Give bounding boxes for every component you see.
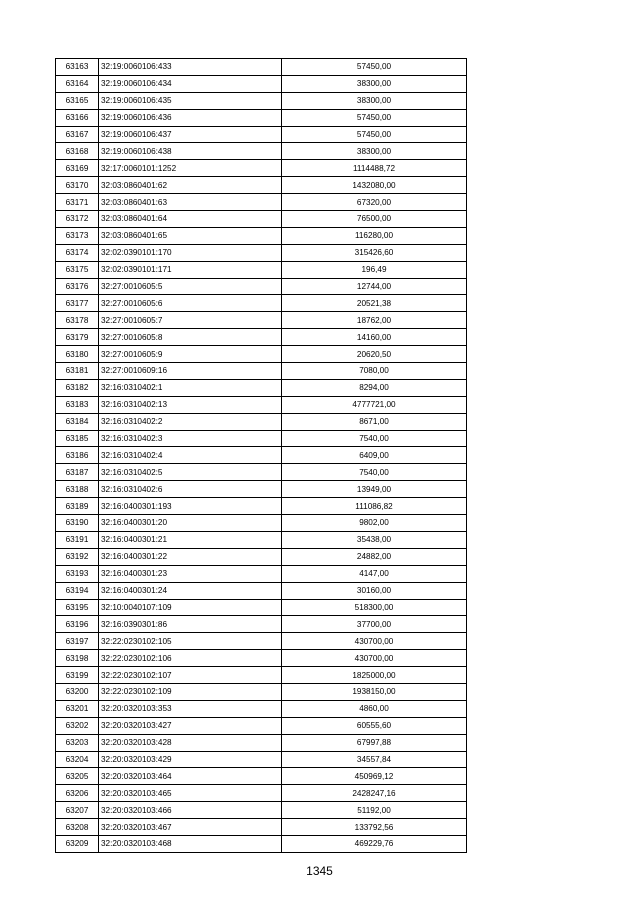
table-row (56, 278, 467, 295)
table-row (56, 59, 467, 76)
cadastral-value-cell: 38300,00 (282, 92, 467, 109)
cadastral-number-cell: 32:19:0060106:437 (99, 126, 282, 143)
row-number-cell: 63192 (56, 548, 99, 565)
cadastral-value-cell: 4860,00 (282, 700, 467, 717)
cadastral-number-cell: 32:20:0320103:465 (99, 785, 282, 802)
table-row (56, 396, 467, 413)
table-row (56, 329, 467, 346)
cadastral-value-cell: 2428247,16 (282, 785, 467, 802)
cadastral-number-cell: 32:20:0320103:428 (99, 734, 282, 751)
table-row (56, 244, 467, 261)
cadastral-number-cell: 32:19:0060106:433 (99, 59, 282, 76)
cadastral-value-cell: 76500,00 (282, 211, 467, 228)
cadastral-value-table (55, 58, 467, 853)
row-number-cell: 63189 (56, 498, 99, 515)
table-row (56, 515, 467, 532)
row-number-cell: 63166 (56, 109, 99, 126)
cadastral-number-cell: 32:19:0060106:435 (99, 92, 282, 109)
row-number-cell: 63167 (56, 126, 99, 143)
row-number-cell: 63204 (56, 751, 99, 768)
cadastral-value-cell: 8671,00 (282, 413, 467, 430)
row-number-cell: 63182 (56, 379, 99, 396)
row-number-cell: 63195 (56, 599, 99, 616)
table-row (56, 92, 467, 109)
cadastral-number-cell: 32:16:0310402:4 (99, 447, 282, 464)
cadastral-value-cell: 4777721,00 (282, 396, 467, 413)
cadastral-value-cell: 1432080,00 (282, 177, 467, 194)
table-row (56, 768, 467, 785)
cadastral-number-cell: 32:19:0060106:434 (99, 75, 282, 92)
cadastral-value-cell: 6409,00 (282, 447, 467, 464)
row-number-cell: 63194 (56, 582, 99, 599)
cadastral-number-cell: 32:22:0230102:105 (99, 633, 282, 650)
table-row (56, 194, 467, 211)
row-number-cell: 63176 (56, 278, 99, 295)
cadastral-number-cell: 32:19:0060106:436 (99, 109, 282, 126)
table-row (56, 633, 467, 650)
cadastral-number-cell: 32:27:0010605:9 (99, 346, 282, 363)
table-row (56, 464, 467, 481)
table-row (56, 650, 467, 667)
table-row (56, 734, 467, 751)
cadastral-number-cell: 32:27:0010605:5 (99, 278, 282, 295)
cadastral-value-cell: 1114488,72 (282, 160, 467, 177)
cadastral-value-cell: 469229,76 (282, 835, 467, 852)
cadastral-number-cell: 32:10:0040107:109 (99, 599, 282, 616)
cadastral-number-cell: 32:22:0230102:107 (99, 667, 282, 684)
cadastral-value-cell: 12744,00 (282, 278, 467, 295)
cadastral-value-cell: 7540,00 (282, 430, 467, 447)
table-row (56, 295, 467, 312)
row-number-cell: 63168 (56, 143, 99, 160)
cadastral-number-cell: 32:20:0320103:353 (99, 700, 282, 717)
row-number-cell: 63188 (56, 481, 99, 498)
cadastral-number-cell: 32:20:0320103:467 (99, 819, 282, 836)
cadastral-number-cell: 32:27:0010605:7 (99, 312, 282, 329)
row-number-cell: 63186 (56, 447, 99, 464)
cadastral-number-cell: 32:20:0320103:468 (99, 835, 282, 852)
cadastral-number-cell: 32:02:0390101:171 (99, 261, 282, 278)
cadastral-number-cell: 32:03:0860401:63 (99, 194, 282, 211)
row-number-cell: 63190 (56, 515, 99, 532)
cadastral-number-cell: 32:03:0860401:65 (99, 227, 282, 244)
cadastral-number-cell: 32:27:0010609:16 (99, 363, 282, 380)
row-number-cell: 63177 (56, 295, 99, 312)
cadastral-number-cell: 32:16:0310402:13 (99, 396, 282, 413)
row-number-cell: 63163 (56, 59, 99, 76)
table-row (56, 802, 467, 819)
row-number-cell: 63173 (56, 227, 99, 244)
cadastral-number-cell: 32:20:0320103:429 (99, 751, 282, 768)
row-number-cell: 63202 (56, 717, 99, 734)
table-row (56, 126, 467, 143)
cadastral-value-cell: 34557,84 (282, 751, 467, 768)
cadastral-value-cell: 57450,00 (282, 126, 467, 143)
table-row (56, 447, 467, 464)
cadastral-value-cell: 38300,00 (282, 75, 467, 92)
cadastral-value-cell: 37700,00 (282, 616, 467, 633)
cadastral-value-cell: 450969,12 (282, 768, 467, 785)
row-number-cell: 63205 (56, 768, 99, 785)
cadastral-value-cell: 111086,82 (282, 498, 467, 515)
cadastral-number-cell: 32:19:0060106:438 (99, 143, 282, 160)
row-number-cell: 63165 (56, 92, 99, 109)
row-number-cell: 63203 (56, 734, 99, 751)
page-number: 1345 (306, 864, 333, 878)
cadastral-value-cell: 20521,38 (282, 295, 467, 312)
cadastral-value-cell: 14160,00 (282, 329, 467, 346)
cadastral-number-cell: 32:27:0010605:6 (99, 295, 282, 312)
cadastral-number-cell: 32:27:0010605:8 (99, 329, 282, 346)
cadastral-number-cell: 32:20:0320103:427 (99, 717, 282, 734)
cadastral-number-cell: 32:16:0310402:2 (99, 413, 282, 430)
row-number-cell: 63185 (56, 430, 99, 447)
row-number-cell: 63184 (56, 413, 99, 430)
table-row (56, 363, 467, 380)
cadastral-value-cell: 38300,00 (282, 143, 467, 160)
cadastral-number-cell: 32:16:0390301:86 (99, 616, 282, 633)
table-body (56, 59, 467, 853)
row-number-cell: 63181 (56, 363, 99, 380)
row-number-cell: 63200 (56, 683, 99, 700)
cadastral-number-cell: 32:02:0390101:170 (99, 244, 282, 261)
cadastral-value-cell: 13949,00 (282, 481, 467, 498)
cadastral-number-cell: 32:16:0400301:23 (99, 565, 282, 582)
row-number-cell: 63193 (56, 565, 99, 582)
cadastral-number-cell: 32:03:0860401:62 (99, 177, 282, 194)
row-number-cell: 63180 (56, 346, 99, 363)
table-row (56, 599, 467, 616)
cadastral-value-cell: 116280,00 (282, 227, 467, 244)
cadastral-number-cell: 32:17:0060101:1252 (99, 160, 282, 177)
cadastral-value-cell: 35438,00 (282, 531, 467, 548)
table-row (56, 548, 467, 565)
table-row (56, 261, 467, 278)
row-number-cell: 63169 (56, 160, 99, 177)
row-number-cell: 63198 (56, 650, 99, 667)
row-number-cell: 63171 (56, 194, 99, 211)
row-number-cell: 63209 (56, 835, 99, 852)
table-row (56, 700, 467, 717)
row-number-cell: 63183 (56, 396, 99, 413)
cadastral-value-cell: 18762,00 (282, 312, 467, 329)
table-row (56, 177, 467, 194)
cadastral-value-cell: 67320,00 (282, 194, 467, 211)
table-row (56, 211, 467, 228)
row-number-cell: 63206 (56, 785, 99, 802)
table-row (56, 227, 467, 244)
table-row (56, 582, 467, 599)
cadastral-value-cell: 7080,00 (282, 363, 467, 380)
table-row (56, 531, 467, 548)
table-row (56, 616, 467, 633)
row-number-cell: 63208 (56, 819, 99, 836)
cadastral-value-cell: 7540,00 (282, 464, 467, 481)
cadastral-value-cell: 60555,60 (282, 717, 467, 734)
table-row (56, 109, 467, 126)
cadastral-value-cell: 57450,00 (282, 59, 467, 76)
table-row (56, 430, 467, 447)
cadastral-value-cell: 430700,00 (282, 650, 467, 667)
cadastral-value-cell: 20620,50 (282, 346, 467, 363)
table-row (56, 160, 467, 177)
cadastral-number-cell: 32:16:0400301:20 (99, 515, 282, 532)
cadastral-value-cell: 24882,00 (282, 548, 467, 565)
cadastral-number-cell: 32:16:0310402:1 (99, 379, 282, 396)
cadastral-number-cell: 32:22:0230102:106 (99, 650, 282, 667)
cadastral-number-cell: 32:16:0400301:24 (99, 582, 282, 599)
table-row (56, 667, 467, 684)
row-number-cell: 63164 (56, 75, 99, 92)
cadastral-value-cell: 67997,88 (282, 734, 467, 751)
table-row (56, 346, 467, 363)
cadastral-value-cell: 518300,00 (282, 599, 467, 616)
table-row (56, 413, 467, 430)
table-row (56, 379, 467, 396)
cadastral-number-cell: 32:16:0310402:5 (99, 464, 282, 481)
table-row (56, 717, 467, 734)
table-row (56, 143, 467, 160)
table-row (56, 819, 467, 836)
table-row (56, 835, 467, 852)
row-number-cell: 63178 (56, 312, 99, 329)
cadastral-value-cell: 4147,00 (282, 565, 467, 582)
table-row (56, 751, 467, 768)
cadastral-value-cell: 430700,00 (282, 633, 467, 650)
cadastral-number-cell: 32:20:0320103:464 (99, 768, 282, 785)
cadastral-number-cell: 32:16:0310402:6 (99, 481, 282, 498)
table-row (56, 498, 467, 515)
row-number-cell: 63179 (56, 329, 99, 346)
table-row (56, 683, 467, 700)
cadastral-value-cell: 30160,00 (282, 582, 467, 599)
cadastral-value-cell: 196,49 (282, 261, 467, 278)
cadastral-value-cell: 315426,60 (282, 244, 467, 261)
cadastral-number-cell: 32:16:0400301:193 (99, 498, 282, 515)
cadastral-number-cell: 32:16:0400301:22 (99, 548, 282, 565)
cadastral-number-cell: 32:03:0860401:64 (99, 211, 282, 228)
row-number-cell: 63170 (56, 177, 99, 194)
row-number-cell: 63172 (56, 211, 99, 228)
row-number-cell: 63175 (56, 261, 99, 278)
cadastral-value-cell: 57450,00 (282, 109, 467, 126)
row-number-cell: 63187 (56, 464, 99, 481)
table-row (56, 312, 467, 329)
row-number-cell: 63207 (56, 802, 99, 819)
table-row (56, 481, 467, 498)
cadastral-number-cell: 32:16:0400301:21 (99, 531, 282, 548)
row-number-cell: 63197 (56, 633, 99, 650)
row-number-cell: 63201 (56, 700, 99, 717)
row-number-cell: 63199 (56, 667, 99, 684)
cadastral-value-cell: 9802,00 (282, 515, 467, 532)
cadastral-value-cell: 8294,00 (282, 379, 467, 396)
cadastral-value-cell: 51192,00 (282, 802, 467, 819)
cadastral-value-cell: 133792,56 (282, 819, 467, 836)
cadastral-number-cell: 32:16:0310402:3 (99, 430, 282, 447)
cadastral-number-cell: 32:20:0320103:466 (99, 802, 282, 819)
cadastral-value-cell: 1938150,00 (282, 683, 467, 700)
table-row (56, 565, 467, 582)
row-number-cell: 63196 (56, 616, 99, 633)
table-row (56, 75, 467, 92)
cadastral-value-cell: 1825000,00 (282, 667, 467, 684)
table-row (56, 785, 467, 802)
row-number-cell: 63191 (56, 531, 99, 548)
cadastral-number-cell: 32:22:0230102:109 (99, 683, 282, 700)
row-number-cell: 63174 (56, 244, 99, 261)
